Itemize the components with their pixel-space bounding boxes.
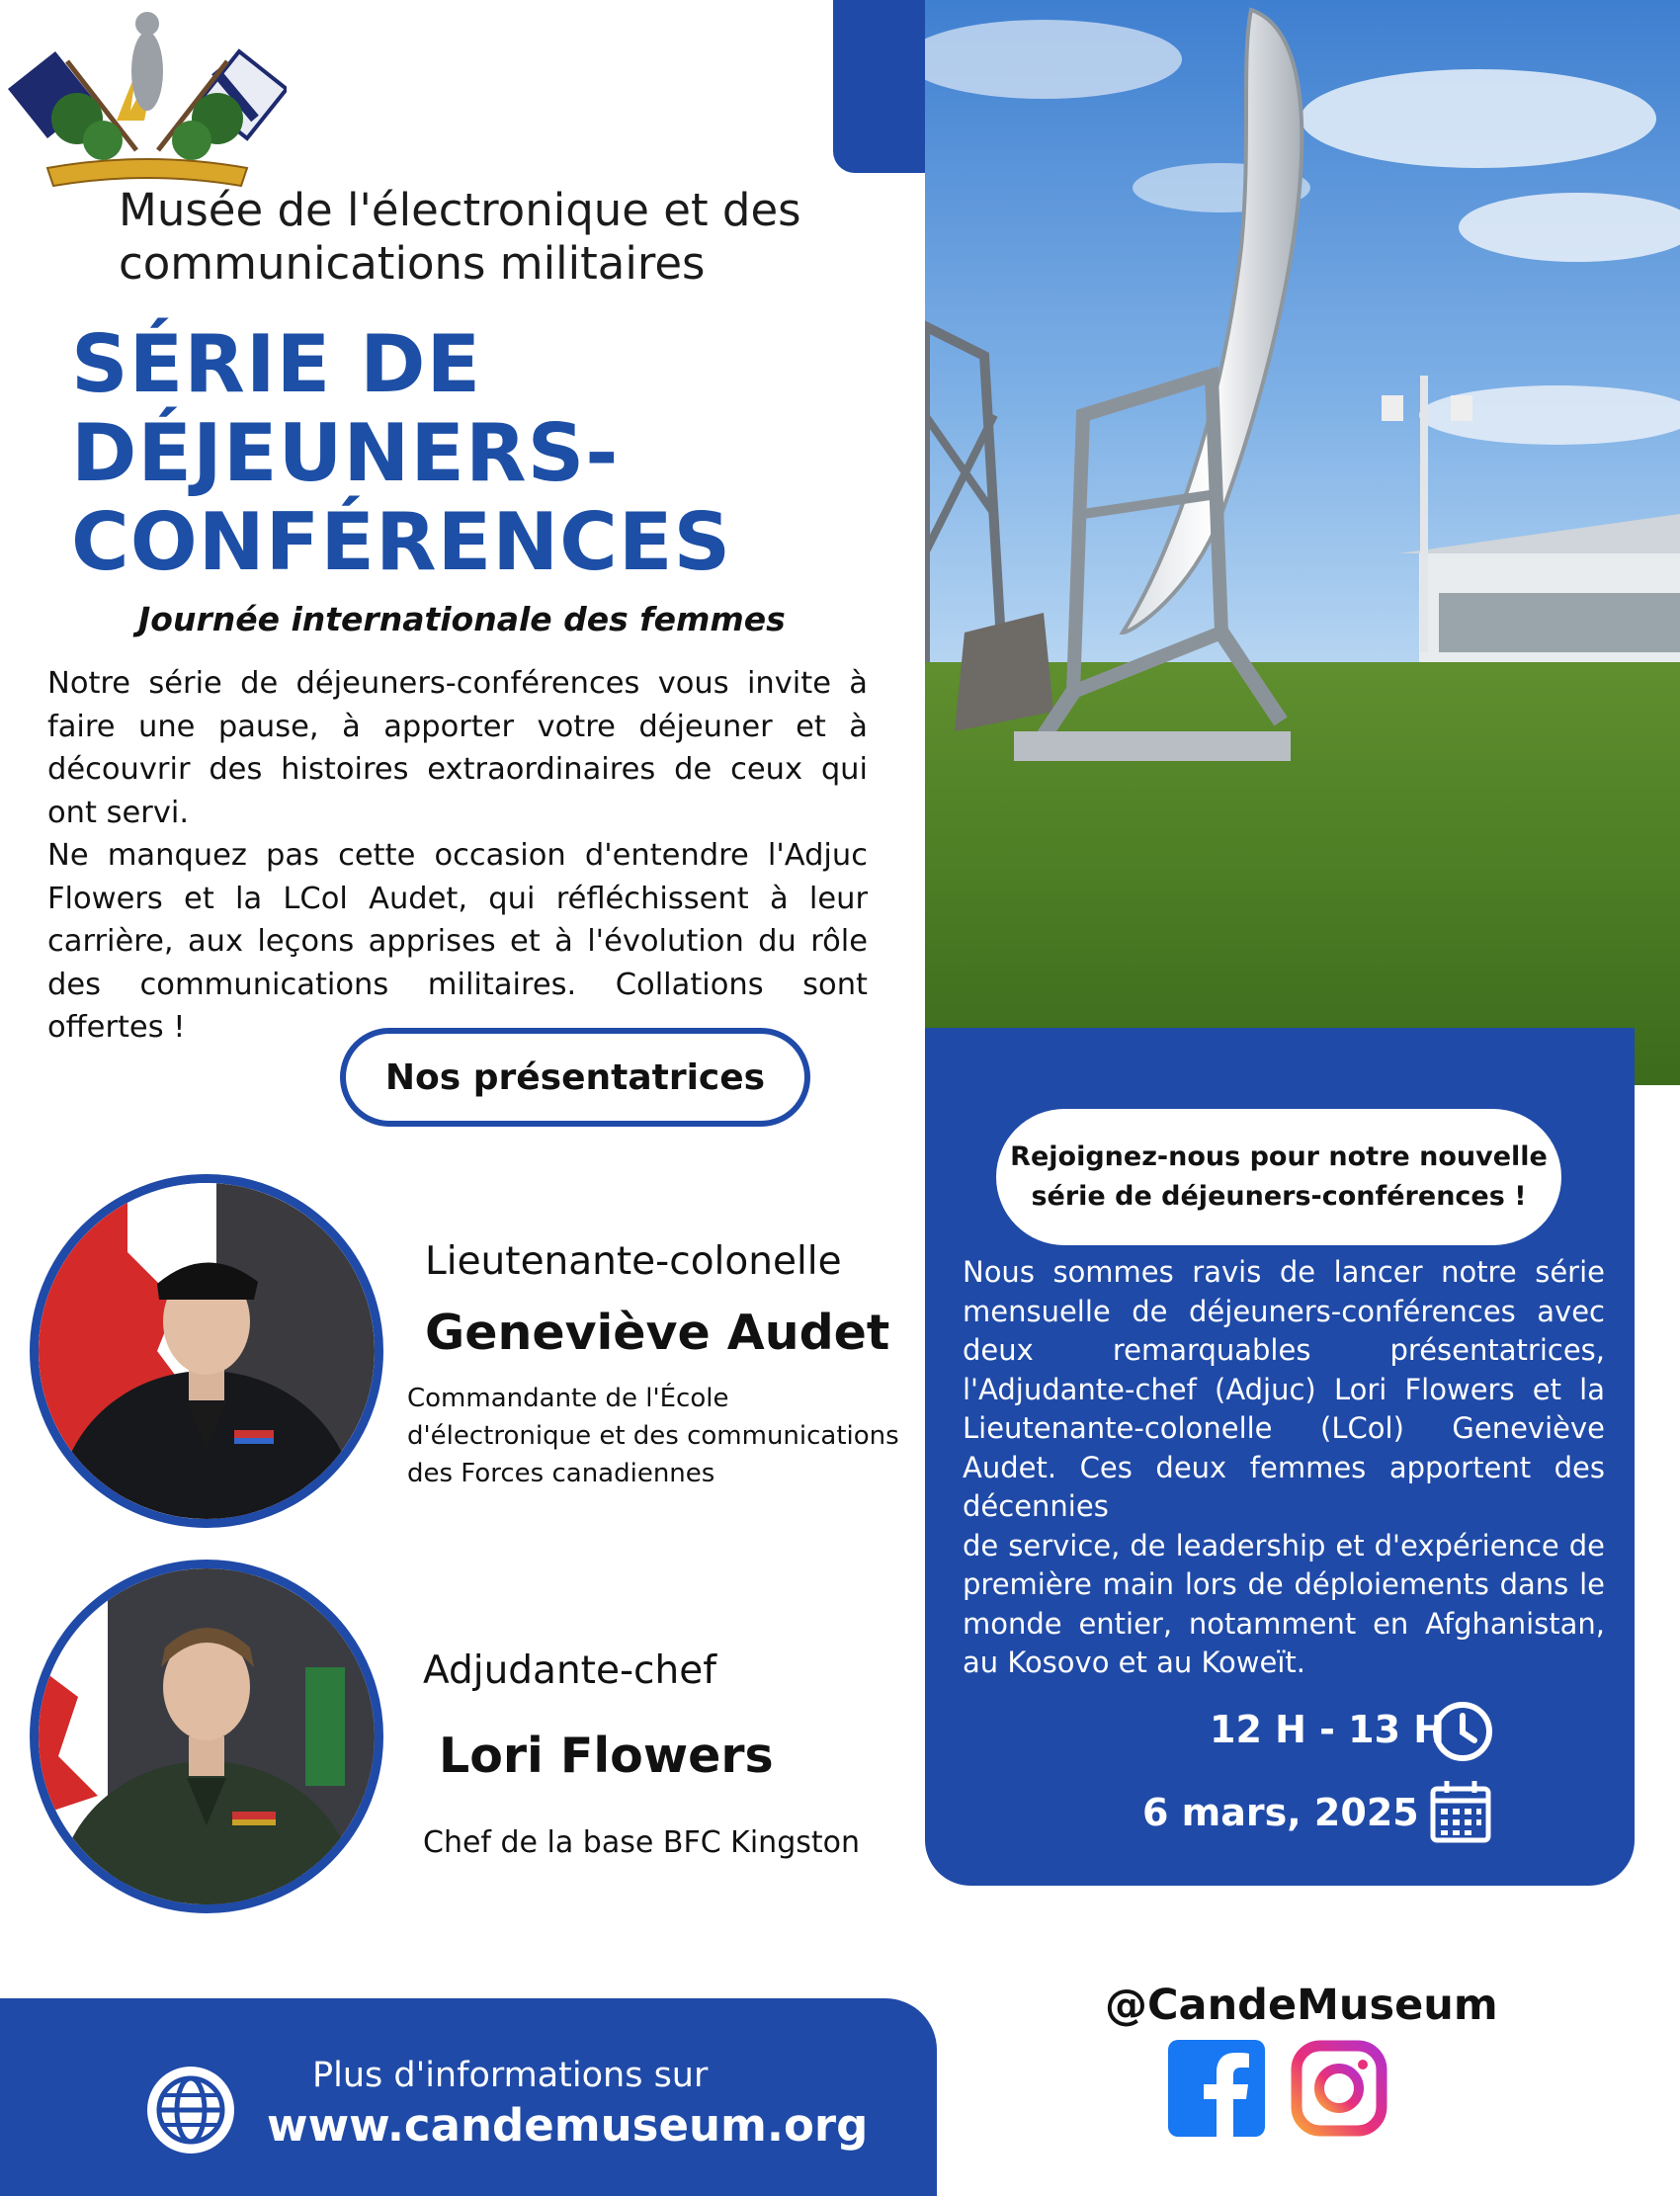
event-subtitle: Journée internationale des femmes: [138, 600, 786, 638]
intro-paragraph: Notre série de déjeuners-conférences vous invite à faire une pause, à apporter votre déjeuner et à découvrir des histoires extraordinaires de ceux qui ont servi.: [47, 666, 868, 830]
intro-text: [47, 662, 868, 1050]
flowers-portrait: [30, 1560, 383, 1913]
join-us-pill: [996, 1109, 1561, 1245]
instagram-icon[interactable]: [1291, 2040, 1387, 2137]
audet-role-line: des Forces canadiennes: [407, 1459, 715, 1488]
social-handle: @CandeMuseum: [1105, 1981, 1498, 2030]
flowers-role: Chef de la base BFC Kingston: [423, 1825, 861, 1860]
event-time: 12 H - 13 H: [1210, 1708, 1446, 1751]
globe-icon: [146, 2066, 235, 2154]
series-title-line: DÉJEUNERS-: [71, 407, 620, 499]
event-date: 6 mars, 2025: [1142, 1791, 1419, 1834]
museum-name: Musée de l'électronique et des communications militaires: [119, 184, 801, 290]
join-line: série de déjeuners-conférences !: [1031, 1181, 1527, 1212]
panel-paragraph: de service, de leadership et d'expérience de première main lors de déploiements dans le monde entier, notamment en Afghanistan, au Kosovo et au Koweït.: [963, 1528, 1605, 1679]
calendar-icon: [1429, 1779, 1492, 1844]
series-title: [71, 320, 822, 587]
antenna-photo: [925, 0, 1680, 1085]
flowers-name: Lori Flowers: [439, 1728, 774, 1784]
clock-icon: [1431, 1700, 1494, 1763]
audet-rank: Lieutenante-colonelle: [425, 1239, 842, 1284]
series-title-line: CONFÉRENCES: [71, 496, 732, 588]
facebook-icon[interactable]: [1168, 2040, 1265, 2137]
more-info-label: Plus d'informations sur: [312, 2056, 709, 2095]
panel-paragraph: Nous sommes ravis de lancer notre série mensuelle de déjeuners-conférences avec deux remarquables présentatrices, l'Adjudante-chef (Adjuc) Lori Flowers et la Lieutenante-colonelle (LCol) Geneviève Audet. Ces deux femmes apportent des décennies: [963, 1255, 1605, 1523]
audet-role: [407, 1380, 921, 1492]
audet-role-line: d'électronique et des communications: [407, 1421, 899, 1451]
panel-description: [963, 1253, 1605, 1683]
presenters-heading: Nos présentatrices: [340, 1028, 810, 1127]
museum-crest-logo: [8, 2, 287, 192]
footer-bar: [0, 1998, 937, 2196]
join-line: Rejoignez-nous pour notre nouvelle: [1010, 1141, 1548, 1172]
series-title-line: SÉRIE DE: [71, 318, 482, 410]
audet-role-line: Commandante de l'École: [407, 1384, 729, 1413]
audet-portrait: [30, 1174, 383, 1528]
audet-name: Geneviève Audet: [425, 1305, 890, 1361]
intro-paragraph: Ne manquez pas cette occasion d'entendre l'Adjuc Flowers et la LCol Audet, qui réfléchissent à leur carrière, aux leçons apprises et à l'évolution du rôle des communications militaires. Collations sont offertes !: [47, 838, 868, 1045]
flowers-rank: Adjudante-chef: [423, 1648, 716, 1693]
website-link[interactable]: www.candemuseum.org: [267, 2099, 869, 2152]
